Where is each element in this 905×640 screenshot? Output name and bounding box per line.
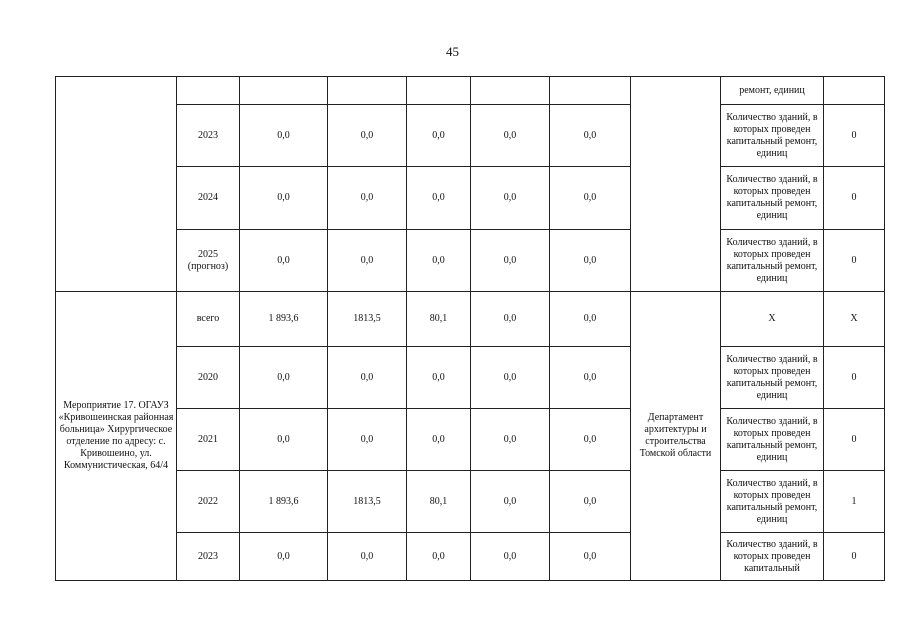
indicator-cell: Количество зданий, в которых проведен капитальный ремонт, единиц [721,105,824,167]
other-cell: 0,0 [550,230,631,292]
federal-cell: 0,0 [328,347,407,409]
other-cell: 0,0 [550,105,631,167]
local-cell: 0,0 [471,105,550,167]
local-cell: 0,0 [471,409,550,471]
regional-cell: 0,0 [407,167,471,230]
year-cell: 2024 [177,167,240,230]
other-cell: 0,0 [550,347,631,409]
other-cell: 0,0 [550,533,631,581]
regional-cell [407,77,471,105]
table-row [56,105,885,167]
indicator-value-cell: 0 [824,409,885,471]
indicator-value-cell: 0 [824,105,885,167]
indicator-value-cell: 1 [824,471,885,533]
event-cell-empty [56,77,177,292]
budget-table [55,76,885,581]
total-cell: 0,0 [240,167,328,230]
federal-cell: 0,0 [328,533,407,581]
page-number: 45 [446,44,459,59]
indicator-value-cell: 0 [824,167,885,230]
indicator-value-cell: 0 [824,533,885,581]
federal-cell: 0,0 [328,167,407,230]
federal-cell: 0,0 [328,230,407,292]
year-cell: 2023 [177,105,240,167]
local-cell: 0,0 [471,167,550,230]
table-row [56,77,885,105]
federal-cell: 1813,5 [328,471,407,533]
local-cell [471,77,550,105]
indicator-value-cell: Х [824,292,885,347]
regional-cell: 80,1 [407,292,471,347]
indicator-value-cell: 0 [824,347,885,409]
local-cell: 0,0 [471,347,550,409]
regional-cell: 0,0 [407,230,471,292]
regional-cell: 80,1 [407,471,471,533]
year-cell: 2021 [177,409,240,471]
indicator-cell: Х [721,292,824,347]
federal-cell: 0,0 [328,409,407,471]
regional-cell: 0,0 [407,347,471,409]
local-cell: 0,0 [471,471,550,533]
year-cell: 2023 [177,533,240,581]
regional-cell: 0,0 [407,533,471,581]
table-row [56,167,885,230]
total-cell: 0,0 [240,409,328,471]
indicator-cell: Количество зданий, в которых проведен капитальный ремонт, единиц [721,167,824,230]
other-cell: 0,0 [550,409,631,471]
table-row [56,471,885,533]
local-cell: 0,0 [471,292,550,347]
department-cell: Департамент архитектуры и строительства Томской области [631,292,721,581]
indicator-cell: ремонт, единиц [721,77,824,105]
event-title-cell: Мероприятие 17. ОГАУЗ «Кривошеинская районная больница» Хирургическое отделение по адресу: с. Кривошеино, ул. Коммунистическая, 64/4 [56,292,177,581]
table-row [56,533,885,581]
indicator-cell: Количество зданий, в которых проведен капитальный ремонт, единиц [721,409,824,471]
table-row [56,230,885,292]
other-cell: 0,0 [550,292,631,347]
table-row [56,292,885,347]
year-cell: 2025 (прогноз) [177,230,240,292]
local-cell: 0,0 [471,230,550,292]
federal-cell: 1813,5 [328,292,407,347]
other-cell: 0,0 [550,167,631,230]
federal-cell: 0,0 [328,105,407,167]
regional-cell: 0,0 [407,409,471,471]
local-cell: 0,0 [471,533,550,581]
indicator-cell: Количество зданий, в которых проведен капитальный [721,533,824,581]
total-cell: 0,0 [240,105,328,167]
department-cell-empty [631,77,721,292]
indicator-cell: Количество зданий, в которых проведен капитальный ремонт, единиц [721,471,824,533]
indicator-cell: Количество зданий, в которых проведен капитальный ремонт, единиц [721,230,824,292]
indicator-value-cell [824,77,885,105]
other-cell: 0,0 [550,471,631,533]
total-cell: 0,0 [240,533,328,581]
federal-cell [328,77,407,105]
other-cell [550,77,631,105]
year-cell: всего [177,292,240,347]
total-cell [240,77,328,105]
year-cell: 2020 [177,347,240,409]
total-cell: 1 893,6 [240,292,328,347]
table-row [56,409,885,471]
indicator-value-cell: 0 [824,230,885,292]
year-cell [177,77,240,105]
table-row [56,347,885,409]
year-cell: 2022 [177,471,240,533]
regional-cell: 0,0 [407,105,471,167]
indicator-cell: Количество зданий, в которых проведен капитальный ремонт, единиц [721,347,824,409]
total-cell: 0,0 [240,347,328,409]
total-cell: 1 893,6 [240,471,328,533]
total-cell: 0,0 [240,230,328,292]
